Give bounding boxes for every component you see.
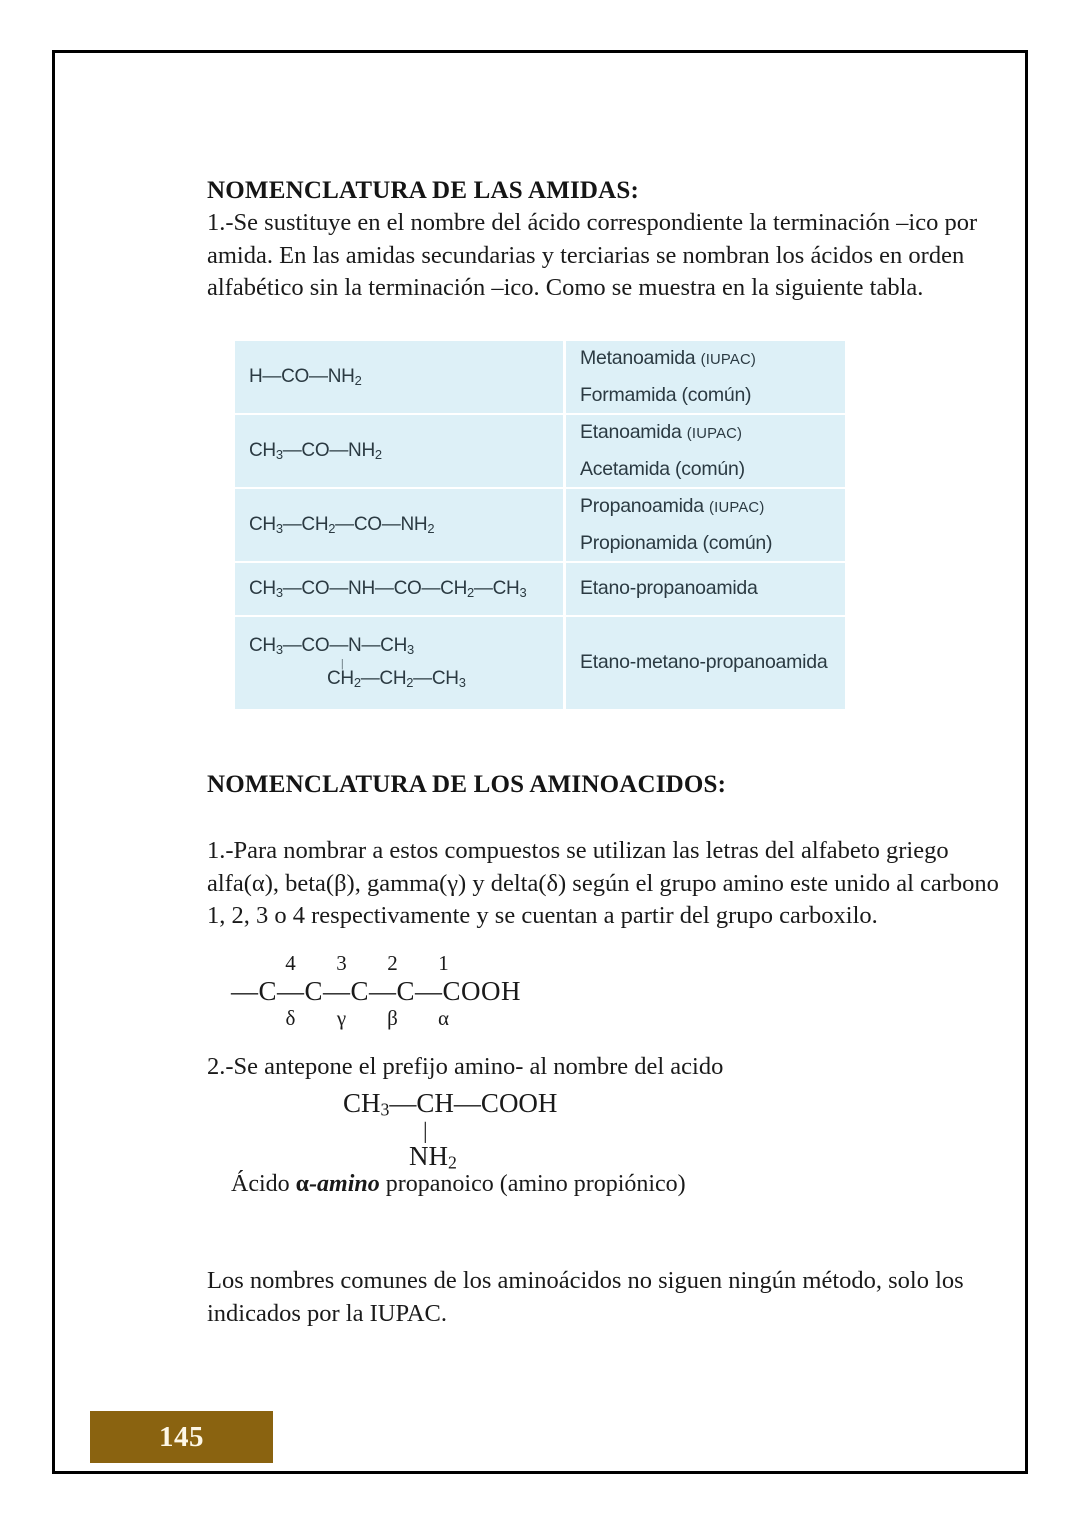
chemical-formula: $CH_3—CO—NH_2$ (249, 440, 382, 462)
chain-greek-letter: δ (285, 1006, 296, 1031)
table-cell-formula (235, 489, 563, 561)
amides-nomenclature-table (235, 341, 845, 709)
page-number-text: 145 (159, 1420, 204, 1453)
chain-number: 3 (336, 951, 347, 975)
iupac-tag: (IUPAC) (686, 425, 743, 442)
structure-vertical-bond: | (423, 1118, 428, 1144)
chain-number: 2 (387, 951, 398, 975)
caption-alpha-symbol: α (295, 1171, 310, 1197)
chemical-formula: $H—CO—NH_2$ (249, 366, 362, 388)
chain-number: 4 (285, 951, 296, 975)
chain-greek-letter: β (387, 1006, 398, 1031)
chemical-formula: $CH_3—CO—NH—CO—CH_2—CH_3$ (249, 578, 527, 600)
chain-greek-letter: γ (336, 1006, 347, 1031)
table-row (235, 341, 845, 413)
closing-paragraph-block (207, 1265, 1007, 1330)
chemical-formula: $CH_3—CH_2—CO—NH_2$ (249, 514, 435, 536)
closing-paragraph: Los nombres comunes de los aminoácidos no siguen ningún método, solo los indicados por la IUPAC. (207, 1267, 964, 1327)
amide-name: Acetamida (común) (580, 458, 745, 480)
caption-prefix: Ácido (231, 1171, 296, 1197)
amide-name: Etano-propanoamida (580, 577, 758, 600)
table-cell-name (566, 341, 845, 413)
caption-amino-word: -amino (309, 1171, 380, 1197)
amides-section-paragraph: 1.-Se sustituye en el nombre del ácido correspondiente la terminación –ico por amida. En las amidas secundarias y terciarias se nombran los ácidos en orden alfabético sin la terminación –ico. Como se muestra en la siguiente tabla. (207, 209, 978, 302)
page-border-frame (52, 50, 1028, 1474)
document-content (207, 175, 997, 305)
amide-name: Etanoamida (IUPAC) (580, 420, 743, 443)
aminoacids-section-block (207, 769, 1007, 933)
table-cell-name (566, 415, 845, 487)
caption-suffix: propanoico (amino propiónico) (379, 1171, 686, 1197)
chain-carbon-numbers (265, 951, 521, 976)
aminoacids-paragraph-1: 1.-Para nombrar a estos compuestos se utilizan las letras del alfabeto griego alfa(α), beta(β), gamma(γ) y delta(δ) según el grupo amino este unido al carbono 1, 2, 3 o 4 respectivamente y se cuentan a partir del grupo carboxilo. (207, 837, 999, 930)
table-cell-formula (235, 415, 563, 487)
aminoacids-paragraph-2: 2.-Se antepone el prefijo amino- al nombre del acido (207, 1053, 724, 1080)
aminoacid-structural-formula (343, 1089, 557, 1173)
chemical-formula-vertical-bond: | (341, 655, 344, 670)
chemical-formula-stacked (249, 636, 466, 689)
aminoacids-section-heading: NOMENCLATURA DE LOS AMINOACIDOS: (207, 771, 727, 798)
table-cell-name (566, 563, 845, 615)
iupac-tag: (IUPAC) (700, 351, 757, 368)
page-number-badge (90, 1411, 273, 1463)
table-cell-name (566, 617, 845, 709)
amide-name: Metanoamida (IUPAC) (580, 346, 757, 369)
table-cell-formula (235, 563, 563, 615)
chain-greek-letter: α (437, 1006, 449, 1031)
structure-line-backbone: $CH_3—CH—COOH$ (343, 1088, 558, 1120)
amide-name: Propanoamida (IUPAC) (580, 494, 765, 517)
aminoacids-paragraph-2-block (207, 1051, 1007, 1084)
table-cell-formula (235, 341, 563, 413)
iupac-tag: (IUPAC) (709, 499, 765, 516)
chain-number: 1 (438, 951, 449, 975)
table-row (235, 415, 845, 487)
table-row (235, 563, 845, 615)
structure-amino-group: $NH_2$ (409, 1141, 457, 1173)
amides-section-heading: NOMENCLATURA DE LAS AMIDAS: (207, 177, 640, 204)
chemical-formula-line-1: $CH_3—CO—N—CH_3$ (249, 635, 414, 658)
amide-name: Formamida (común) (580, 384, 752, 406)
table-row (235, 489, 845, 561)
amide-name: Propionamida (común) (580, 532, 773, 554)
carbon-chain-diagram (231, 951, 521, 1031)
table-cell-formula (235, 617, 563, 709)
chain-backbone-formula: —C—C—C—C—COOH (231, 976, 522, 1006)
chain-greek-letters (265, 1006, 521, 1031)
amide-name: Etano-metano-propanoamida (580, 651, 828, 674)
aminoacid-structure-caption (231, 1171, 686, 1198)
table-row (235, 617, 845, 709)
table-cell-name (566, 489, 845, 561)
chemical-formula-line-2: $CH_2—CH_2—CH_3$ (327, 668, 466, 691)
